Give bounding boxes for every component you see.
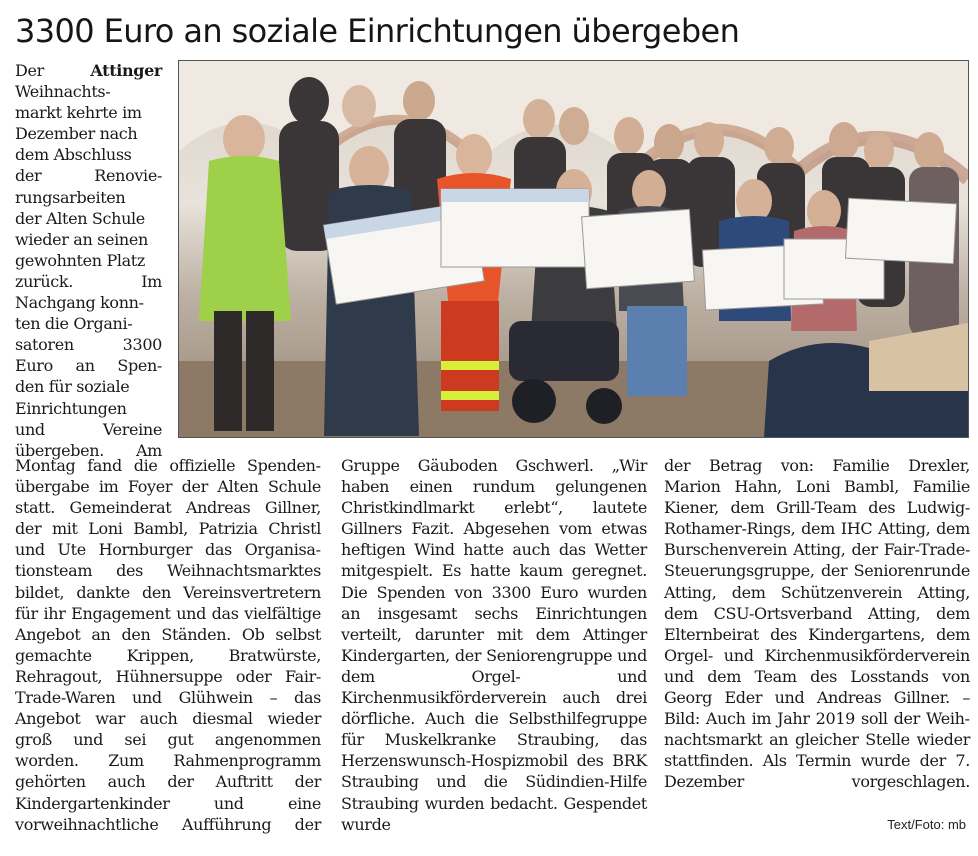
- intro-line: satoren 3300: [15, 335, 162, 355]
- intro-line: rungsarbeiten: [15, 187, 126, 207]
- intro-line: den für soziale: [15, 377, 130, 397]
- column-1-text: Montag fand die offizielle Spendenübergabe im Foyer der Alten Schule statt. Gemeinderat Andreas Gillner, der mit Loni Bambl, Patrizia Christl und Ute Hornburger das Organisationsteam des Weihnachtsmarktes bildet, dankte den Vereinsvertretern für ihr Engagement und das vielfältige Angebot an den Ständen. Ob selbst gemachte Krippen, Bratwürste, Rehragout, Hühnersuppe oder Fair-Trade-Waren und Glühwein – das Angebot war auch diesmal wieder groß und sei gut angenommen worden. Zum Rahmenprogramm gehörten auch der Auftritt der Kindergartenkinder und eine vorweihnachtliche Aufführung der: [15, 456, 321, 834]
- article-photo: [178, 60, 969, 438]
- intro-line: Nachgang konn-: [15, 293, 144, 313]
- intro-line: gewohnten Platz: [15, 250, 145, 270]
- intro-line: markt kehrte im: [15, 103, 142, 123]
- intro-line: Weihnachts-: [15, 82, 111, 102]
- photo-credit: Text/Foto: mb: [887, 817, 966, 832]
- intro-line: Attinger: [90, 61, 162, 80]
- group-photo-illustration: [179, 61, 968, 437]
- intro-line: Der: [15, 61, 44, 80]
- intro-line: ten die Organi-: [15, 314, 133, 334]
- headline: 3300 Euro an soziale Einrichtungen übergeben: [15, 12, 740, 50]
- intro-line: dem Abschluss: [15, 145, 132, 165]
- intro-line: Dezember nach: [15, 124, 138, 144]
- intro-line: zurück. Im: [15, 271, 162, 291]
- intro-line: der Renovie-: [15, 166, 162, 186]
- intro-line: wieder an seinen: [15, 229, 148, 249]
- text-column-2: [341, 455, 647, 856]
- text-column-1: [15, 455, 321, 856]
- column-3-text: der Betrag von: Familie Drexler, Marion Hahn, Loni Bambl, Familie Kiener, dem Grill-Team des Ludwig-Rothamer-Rings, dem IHC Atting, dem Burschenverein Atting, der Fair-Trade-Steuerungsgruppe, der Seniorenrunde Atting, dem Schützenverein Atting, dem CSU-Ortsverband Atting, dem Elternbeirat des Kindergartens, dem Orgel- und Kirchenmusikförderverein und dem Team des Losstands von Georg Eder und Andreas Gillner. – Bild: Auch im Jahr 2019 soll der Weihnachtsmarkt an gleicher Stelle wieder stattfinden. Als Termin wurde der 7. Dezember vorgeschlagen.: [664, 456, 970, 792]
- text-column-3: [664, 455, 970, 814]
- intro-line: der Alten Schule: [15, 208, 145, 228]
- column-2-text: Gruppe Gäuboden Gschwerl. „Wir haben einen rundum gelungenen Christkindlmarkt erlebt“, lautete Gillners Fazit. Abgesehen vom etwas heftigen Wind hatte auch das Wetter mitgespielt. Es hatte kaum geregnet. Die Spenden von 3300 Euro wurden an insgesamt sechs Einrichtungen verteilt, darunter mit dem Attinger Kindergarten, der Seniorengruppe und dem Orgel- und Kirchenmusikförderverein auch drei dörfliche. Auch die Selbsthilfegruppe für Muskelkranke Straubing, das Herzenswunsch-Hospizmobil des BRK Straubing und die Südindien-Hilfe Straubing wurden bedacht. Gespendet wurde: [341, 456, 647, 834]
- intro-line: übergeben. Am: [15, 440, 162, 460]
- intro-line: Euro an Spen-: [15, 356, 162, 376]
- intro-line: und Vereine: [15, 419, 162, 439]
- intro-line: Einrichtungen: [15, 398, 127, 418]
- intro-text: [15, 60, 162, 461]
